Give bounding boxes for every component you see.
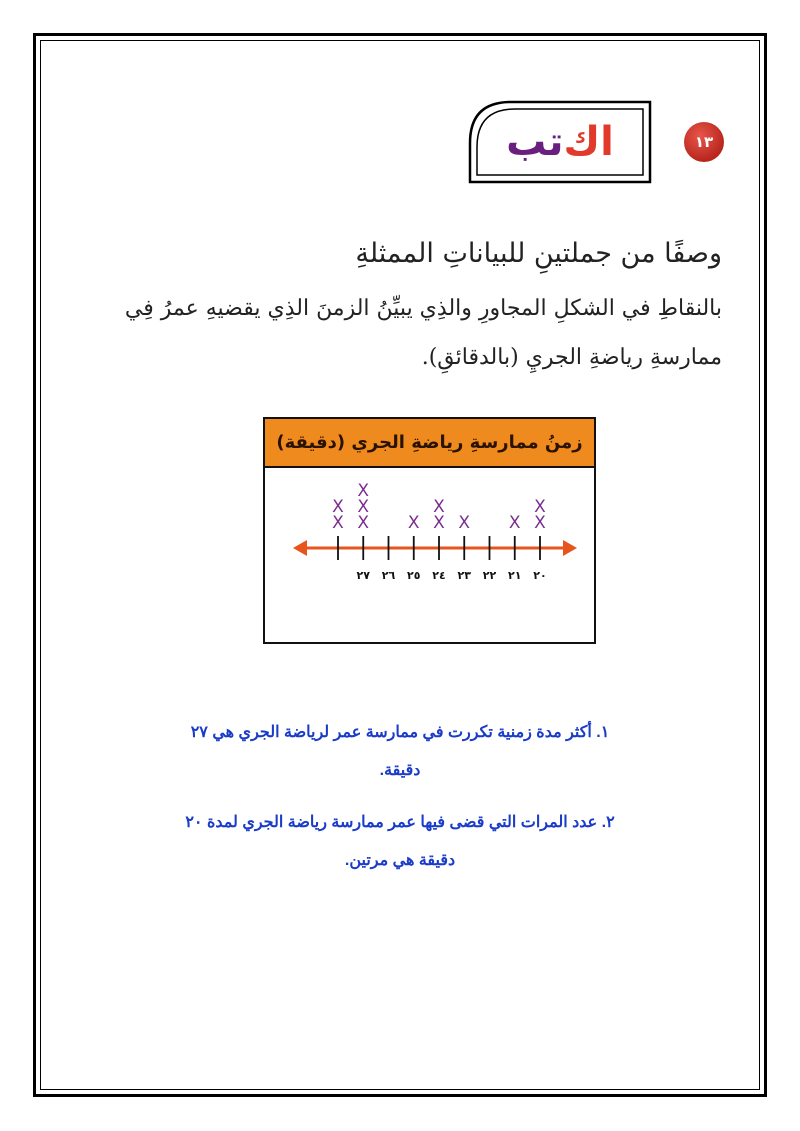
- data-point: X: [407, 513, 420, 533]
- dot-plot-area: [265, 468, 594, 642]
- tick-label: ٢٦: [381, 569, 396, 582]
- data-point: X: [357, 481, 370, 501]
- answer-1-line-1: ١. أكثر مدة زمنية تكررت في ممارسة عمر لرياضة الجري هي ٢٧: [190, 724, 610, 741]
- tick-label: ٢٤: [432, 569, 446, 582]
- answer-2-line-1: ٢. عدد المرات التي قضى فيها عمر ممارسة رياضة الجري لمدة ٢٠: [185, 814, 615, 831]
- data-point: X: [433, 513, 445, 533]
- data-point: X: [357, 497, 370, 517]
- data-point: X: [458, 513, 471, 533]
- data-point: X: [357, 513, 370, 533]
- question-number: ١٣: [694, 133, 714, 151]
- axis-arrow-right-icon: [563, 540, 577, 556]
- data-point: X: [332, 497, 344, 517]
- section-title: [467, 99, 653, 185]
- answer-2-line-2: دقيقة هي مرتين.: [344, 852, 456, 869]
- tick-label: ٢٠: [533, 569, 547, 582]
- tick-label: ٢٣: [457, 569, 471, 582]
- chart-title: زمنُ ممارسةِ رياضةِ الجري (دقيقة): [265, 419, 594, 468]
- data-point: X: [332, 513, 344, 533]
- tick-label: ٢١: [508, 569, 522, 582]
- dot-plot-chart: [263, 417, 596, 644]
- data-point: X: [433, 497, 445, 517]
- data-point: X: [534, 513, 546, 533]
- answer-1-line-2: دقيقة.: [379, 762, 421, 779]
- intro-line-3: ممارسةِ رياضةِ الجريِ (بالدقائقِ).: [421, 345, 722, 370]
- tick-label: ٢٥: [407, 569, 421, 582]
- data-point: X: [508, 513, 521, 533]
- intro-line-2: بالنقاطِ في الشكلِ المجاورِ والذِي يبيِّنُ الزمنَ الذِي يقضيهِ عمرُ فِي: [124, 296, 722, 321]
- tick-label: ٢٢: [482, 569, 497, 582]
- data-point: X: [534, 497, 546, 517]
- tick-label: ٢٧: [356, 569, 370, 582]
- intro-line-1: وصفًا من جملتينِ للبياناتِ الممثلةِ: [355, 238, 722, 269]
- title-part-1: اك: [563, 119, 614, 165]
- axis-arrow-left-icon: [293, 540, 307, 556]
- question-number-badge: [684, 122, 724, 162]
- title-part-2: تب: [506, 119, 564, 165]
